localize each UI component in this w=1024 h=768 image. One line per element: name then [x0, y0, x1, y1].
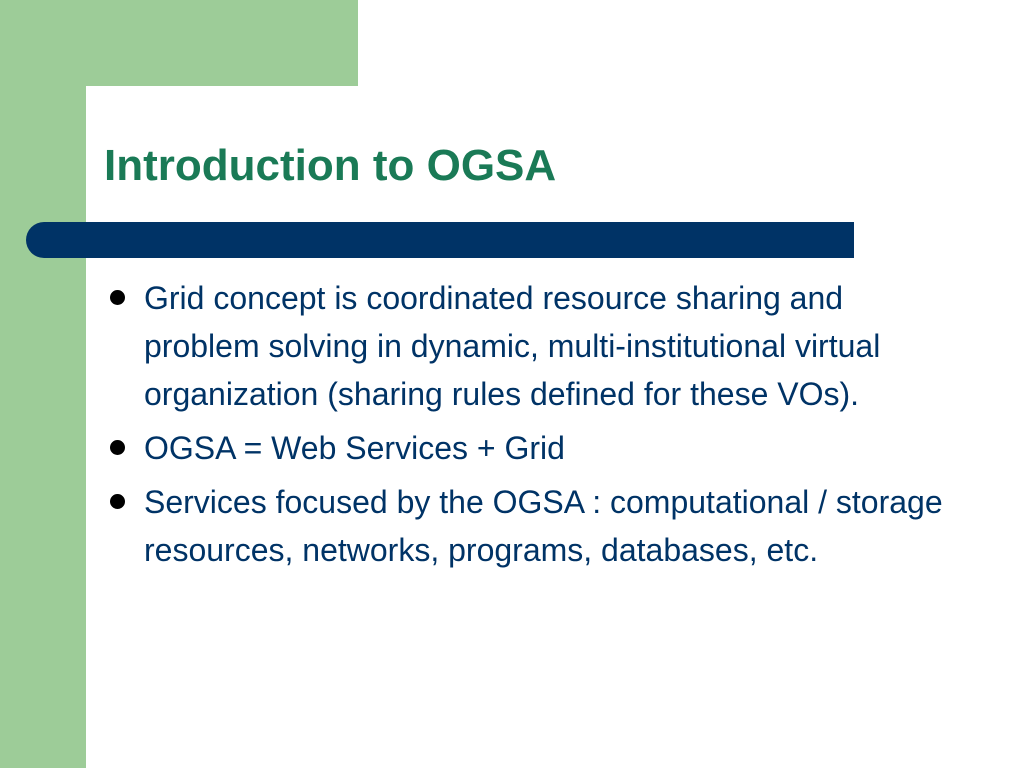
bullet-item-3	[104, 478, 964, 574]
title-underline-bar	[26, 222, 854, 258]
bullet-list	[104, 274, 964, 580]
slide-title: Introduction to OGSA	[104, 141, 557, 190]
bullet-dot-icon	[110, 290, 125, 305]
bullet-dot-icon	[110, 440, 125, 455]
bullet-item-1	[104, 274, 964, 418]
bullet-dot-icon	[110, 494, 125, 509]
bullet-item-2	[104, 424, 964, 472]
bullet-text-1: Grid concept is coordinated resource sharing and problem solving in dynamic, multi-institutional virtual organization (sharing rules defined for these VOs).	[144, 280, 881, 412]
green-sidebar-decoration	[0, 0, 86, 768]
bullet-text-3: Services focused by the OGSA : computational / storage resources, networks, programs, databases, etc.	[144, 484, 943, 568]
bullet-text-2: OGSA = Web Services + Grid	[144, 430, 565, 466]
green-top-decoration	[0, 0, 358, 86]
